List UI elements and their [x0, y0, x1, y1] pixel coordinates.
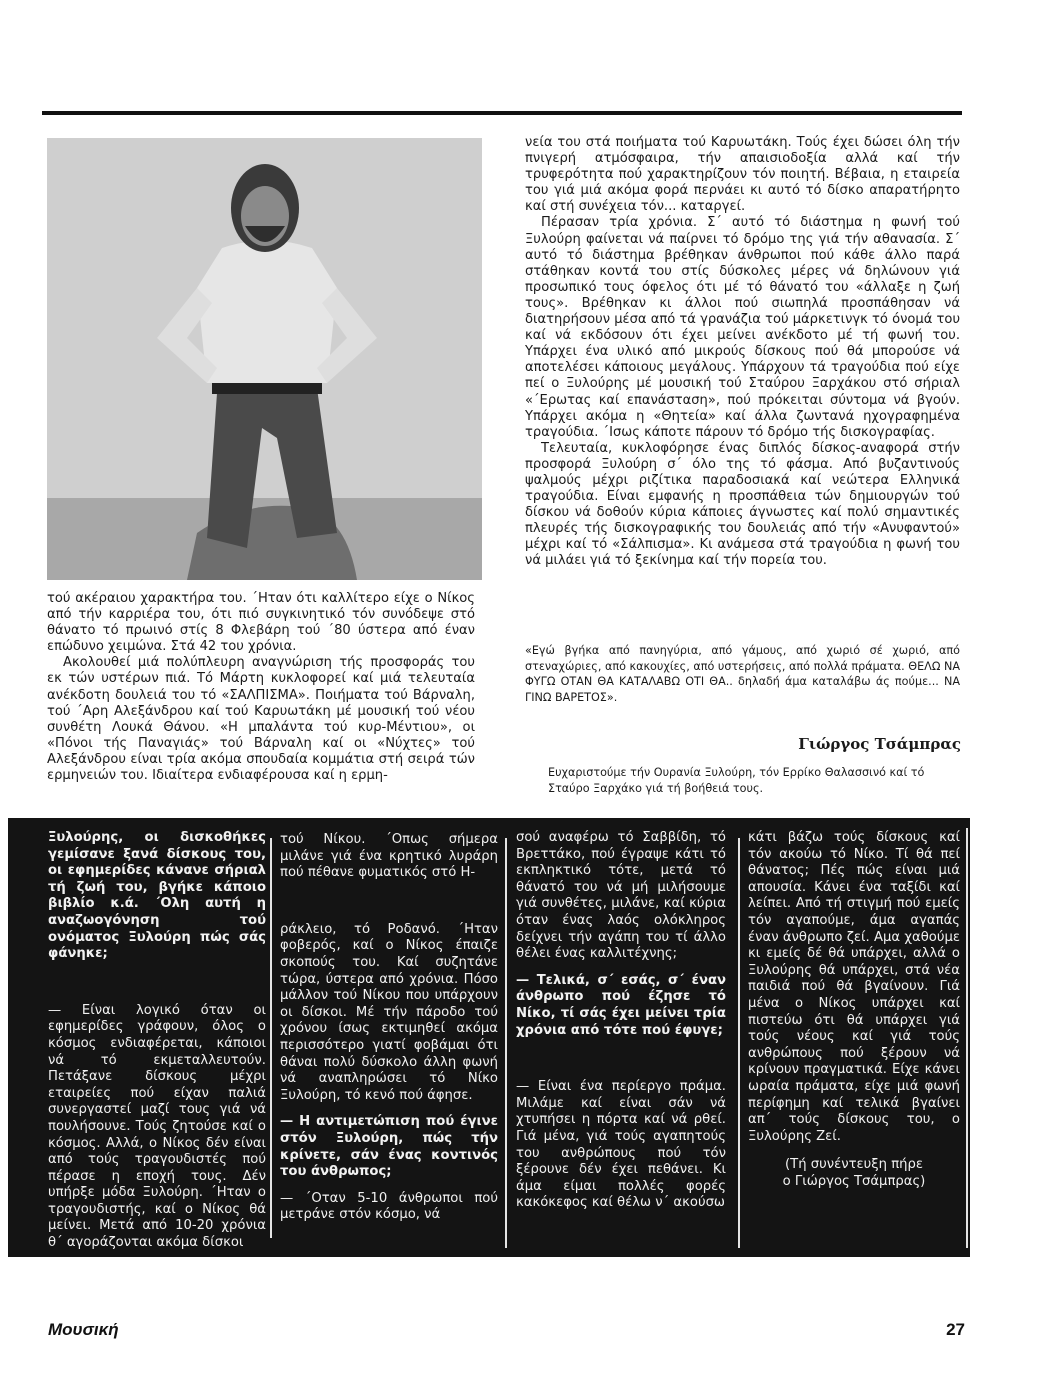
man-silhouette-icon: [47, 138, 482, 580]
signature-line: (Τή συνέντευξη πήρε: [785, 1157, 923, 1173]
interview-column-4: [748, 830, 960, 1190]
interview-answer: — ΄Οταν 5-10 άνθρωποι πού μετράνε στόν κόσμο, νά: [280, 1190, 498, 1223]
column-divider: [505, 838, 507, 1248]
interview-column-1: [48, 830, 266, 1252]
page-number: 27: [946, 1320, 965, 1339]
column-divider: [738, 838, 740, 1248]
interview-answer: ράκλειο, τό Ροδανό. ΄Ηταν φοβερός, καί ο Νίκος έπαιζε σκοπούς του. Καί συζητάνε τώρα, ύστερα από χρόνια. Πόσο μάλλον τού Νίκου που υπάρχουν οι δίσκοι. Μέ τήν πάροδο τού χρόνου ίσως εκτιμηθεί ακόμα περισσότερο γιατί φοβάμαι ότι θάναι πολύ δύσκολο άλλη φωνή νά αναπληρώσει τό Νίκο Ξυλούρη, τό κενό πού άφησε.: [280, 921, 498, 1103]
portrait-photo: [47, 138, 482, 580]
interview-question: — Τελικά, σ΄ εσάς, σ΄ έναν άνθρωπο πού έζησε τό Νίκο, τί σάς έχει μείνει τρία χρόνια από τότε πού έφυγε;: [516, 972, 726, 1038]
interview-column-3: [516, 830, 726, 1212]
left-text-column: [47, 591, 475, 784]
interview-signature: [748, 1157, 960, 1190]
author-byline: Γιώργος Τσάμπρας: [798, 735, 961, 753]
section-name: Μουσική: [48, 1320, 119, 1339]
pull-quote: «Εγώ βγήκα από πανηγύρια, από γάμους, από χωριό σέ χωριό, από στεναχώριες, από κακουχίες, από υστερήσεις, από πολλά πράματα. ΘΕΛΩ ΝΑ ΦΥΓΩ ΟΤΑΝ ΘΑ ΚΑΤΑΛΑΒΩ ΟΤΙ ΘΑ.. δηλαδή άμα καταλάβω άς πούμε... ΝΑ ΓΙΝΩ ΒΑΡΕΤΟΣ».: [525, 644, 960, 704]
paragraph: νεία του στά ποιήματα τού Καρυωτάκη. Τούς έχει δώσει όλη τήν πνιγερή ατμόσφαιρα, τήν απαισιοδοξία αλλά καί τήν τρυφερότητα πού χαρακτηρίζουν τόν ποιητή. Βέβαια, η εταιρεία του γιά μιά ακόμα φορά περνάει κι αυτό τό δίσκο απαρατήρητο καί στή συνέχεια τόν... καταργεί.: [525, 135, 960, 215]
signature-line: ο Γιώργος Τσάμπρας): [782, 1173, 926, 1189]
interview-box: [8, 818, 970, 1257]
right-text-column: [525, 135, 960, 570]
paragraph: τού ακέραιου χαρακτήρα του. ΄Ηταν ότι καλλίτερο είχε ο Νίκος από τήν καρριέρα του, ότι πιό συγκινητικό τόν συνόδεψε στό θάνατο τό πρωινό στίς 8 Φλεβάρη τού ΄80 ύστερα από έναν επώδυνο χειμώνα. Στά 42 του χρόνια.: [47, 591, 475, 655]
column-divider: [966, 828, 968, 1248]
interview-question: Ξυλούρης, οι δισκοθήκες γεμίσανε ξανά δίσκους του, οι εφημερίδες κάνανε σήριαλ τή ζωή του, βγήκε κάποιο βιβλίο κ.ά. ΄Ολη αυτή η αναζωογόνηση τού ονόματος Ξυλούρη πώς σάς φάνηκε;: [48, 830, 266, 962]
interview-question: — Η αντιμετώπιση πού έγινε στόν Ξυλούρη, πώς τήν κρίνετε, σάν ένας κοντινός του άνθρωπος;: [280, 1114, 498, 1180]
interview-column-2: [280, 832, 498, 1224]
interview-answer: — Είναι ένα περίεργο πράμα. Μιλάμε καί είναι σάν νά χτυπήσει η πόρτα καί νά ρθεί. Γιά μένα, γιά τούς αγαπητούς του ανθρώπους πού τόν ξέρουνε δέν έχει πεθάνει. Κι άμα είμαι πολλές φορές κακόκεφος καί θέλω ν΄ ακούσω: [516, 1079, 726, 1211]
top-rule: [42, 111, 962, 115]
interview-answer: σού αναφέρω τό Σαββίδη, τό Βρεττάκο, πού έγραψε κάτι τό εκπληκτικό τότε, μετά τό θάνατό του νά μή μιλήσουμε γιά συνθέτες, μιλάνε, καί κύρια όταν ένας λαός ολόκληρος δείχνει τήν αγάπη του τί άλλο θέλει ένας καλλιτέχνης;: [516, 830, 726, 962]
interview-answer: — Είναι λογικό όταν οι εφημερίδες γράφουν, όλος ο κόσμος ενδιαφέρεται, κάποιοι νά τό εκμεταλλευτούν. Πετάξανε δίσκους μέχρι εταιρείες πού είχαν παλιά συνεργαστεί μαζί τους γιά νά πουλήσουνε. Τούς ζητούσε καί ο κόσμος. Αλλά, ο Νίκος δέν είναι από τούς τραγουδιστές πού πέρασε η εποχή τους. Δέν υπήρξε μόδα Ξυλούρη. ΄Ηταν ο τραγουδιστής, καί ο Νίκος θά μείνει. Μετά από 10-20 χρόνια θ΄ αγοράζονται ακόμα δίσκοι: [48, 1002, 266, 1251]
interview-answer: κάτι βάζω τούς δίσκους καί τόν ακούω τό Νίκο. Τί θά πεί θάνατος; Πές πώς είναι μιά απουσία. Κάνει ένα ταξίδι καί λείπει. Από τή στιγμή πού εμείς τόν αγαπούμε, άμα αγαπάς έναν άνθρωπο ζεί. Αμα χαθούμε κι εμείς δέ θά υπάρχει, αλλά ο Ξυλούρης θά υπάρχει, στά νέα παιδιά πού θά βγαίνουν. Γιά μένα ο Νίκος υπάρχει καί πιστεύω ότι θά υπάρχει γιά τούς νέους καί γιά τούς ανθρώπους πού ξέρουν νά κρίνουν πραγματικά. Είχε κάνει ωραία πράματα, είχε μιά φωνή περίφημη καί τελικά βγαίνει απ΄ τούς δίσκους του, ο Ξυλούρης Ζεί.: [748, 830, 960, 1144]
paragraph: Πέρασαν τρία χρόνια. Σ΄ αυτό τό διάστημα η φωνή τού Ξυλούρη φαίνεται νά παίρνει τό δρόμο της γιά τήν αθανασία. Σ΄ αυτό τό διάστημα βρέθηκαν άνθρωποι πού κάθε άλλο παρά στάθηκαν κοντά του στίς δύσκολες μέρες νά δηλώνουν γιά προσωπικό τους όφελος ότι μέ τό θάνατό του «άλλαξε η ζωή τους». Βρέθηκαν κι άλλοι πού σιωπηλά προσπάθησαν νά διατηρήσουν μέσα από τά γρανάζια τού μάρκετινγκ τό όνομά του καί νά εκδόσουν ότι έχει μείνει ανέκδοτο μέ τή φωνή του. Υπάρχει ένα υλικό από μικρούς δίσκους πού θά μπορούσε νά αποτελέσει κάποιους μεγάλους. Υπάρχουν τά τραγούδια πού είχε πεί ο Ξυλούρης μέ μουσική τού Σταύρου Ξαρχάκου στό σήριαλ «΄Ερωτας καί επανάσταση», πού πρόκειται σύντομα νά βγούν. Υπάρχει ακόμα η «Θητεία» καί άλλα ζωντανά ηχογραφημένα τραγούδια. ΄Ισως κάποτε πάρουν τό δρόμο τής δισκογραφίας.: [525, 215, 961, 440]
interview-answer: τού Νίκου. ΄Οπως σήμερα μιλάνε γιά ένα κρητικό λυράρη πού πέθανε φυματικός στό Η-: [280, 832, 498, 881]
acknowledgements: Ευχαριστούμε τήν Ουρανία Ξυλούρη, τόν Ερρίκο Θαλασσινό καί τό Σταύρο Ξαρχάκο γιά τή βοήθειά τους.: [548, 766, 925, 795]
paragraph: Τελευταία, κυκλοφόρησε ένας διπλός δίσκος-αναφορά στήν προσφορά Ξυλούρη σ΄ όλο της τό φάσμα. Από βυζαντινούς ψαλμούς μέχρι ριζίτικα παραδοσιακά καί νεώτερα Ελληνικά τραγούδια. Είναι εμφανής η προσπάθεια τών δημιουργών τού δίσκου νά δοθούν κύρια κάποιες άγνωστες καί πολύ σημαντικές πλευρές τής δισκογραφικής του δουλειάς από τήν «Ανυφαντού» μέχρι καί τό «Σάλπισμα». Κι ανάμεσα στά τραγούδια η φωνή του νά μιλάει γιά τό ξεκίνημα καί τήν πορεία του.: [525, 440, 960, 569]
paragraph: Ακολουθεί μιά πολύπλευρη αναγνώριση τής προσφοράς του εκ τών υστέρων πιά. Τό Μάρτη κυκλοφορεί καί μιά τελευταία ανέκδοτη δουλειά του τό «ΣΑΛΠΙΣΜΑ». Ποιήματα τού Βάρναλη, τού ΄Αρη Αλεξάνδρου καί τού Καρυωτάκη μέ μουσική τού νέου συνθέτη Λουκά Θάνου. «Η μπαλάντα τού κυρ-Μέντιου», οι «Πόνοι τής Παναγιάς» τού Βάρναλη καί οι «Νύχτες» τού Αλεξάνδρου είναι τρία ακόμα σπουδαία κομμάτια στή σειρά τών ερμηνειών του. Ιδιαίτερα ενδιαφέρουσα καί η ερμη-: [47, 655, 475, 784]
column-divider: [270, 838, 272, 1238]
